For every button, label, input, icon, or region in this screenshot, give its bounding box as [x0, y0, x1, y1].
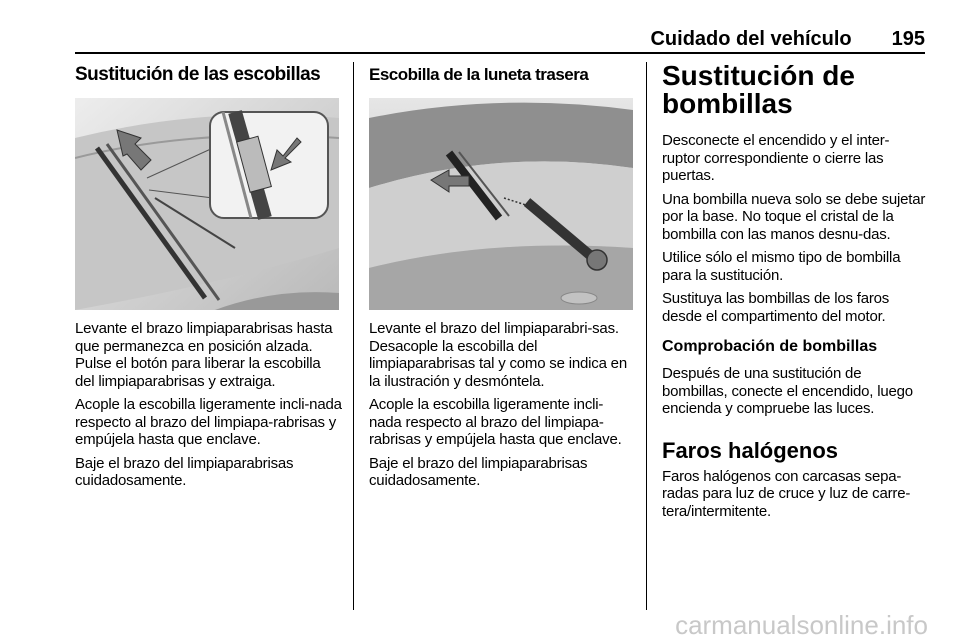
- column-divider-2: [646, 62, 647, 610]
- rear-wiper-illustration: [369, 98, 633, 310]
- sub-heading-bulb-check: Comprobación de bombillas: [662, 338, 878, 355]
- header-title: Cuidado del vehículo: [650, 27, 852, 50]
- windscreen-wiper-illustration: [75, 98, 339, 310]
- section-heading-wiper-blades: Sustitución de las escobillas: [75, 64, 321, 85]
- paragraph: Faros halógenos con carcasas sepa-radas para luz de cruce y luz de carre-tera/intermitente.: [662, 467, 911, 520]
- paragraph: Sustituya las bombillas de los faros desde el compartimento del motor.: [662, 290, 890, 325]
- column-3: [662, 62, 926, 520]
- section-heading-rear-wiper: Escobilla de la luneta trasera: [369, 65, 589, 84]
- paragraph: Utilice sólo el mismo tipo de bombilla para la sustitución.: [662, 249, 901, 284]
- section-heading-halogen-headlights: Faros halógenos: [662, 437, 839, 463]
- paragraph: Baje el brazo del limpiaparabrisas cuidadosamente.: [75, 454, 294, 489]
- paragraph: Acople la escobilla ligeramente incli-nada respecto al brazo del limpiapa-rabrisas y empújela hasta que enclave.: [75, 396, 342, 448]
- paragraph: Levante el brazo limpiaparabrisas hasta que permanezca en posición alzada. Pulse el botón para liberar la escobilla del limpiaparabrisas y extraiga.: [75, 320, 333, 390]
- column-divider-1: [353, 62, 354, 610]
- column-1-body: [75, 320, 343, 490]
- page-header: [75, 26, 925, 52]
- column-2-body: [369, 320, 633, 490]
- paragraph: Desconecte el encendido y el inter-ruptor correspondiente o cierre las puertas.: [662, 132, 890, 184]
- paragraph: Después de una sustitución de bombillas, conecte el encendido, luego encienda y compruebe las luces.: [662, 365, 913, 417]
- page-number: 195: [891, 27, 925, 50]
- paragraph: Levante el brazo del limpiaparabri-sas. Desacople la escobilla del limpiaparabrisas tal y como se indica en la ilustración y desmóntela.: [369, 320, 627, 390]
- watermark-text: carmanualsonline.info: [675, 610, 928, 640]
- header-rule: [75, 52, 925, 54]
- section-heading-bulb-replacement: Sustitución de bombillas: [662, 60, 855, 119]
- column-1: [75, 62, 343, 88]
- paragraph: Acople la escobilla ligeramente incli-nada respecto al brazo del limpiapa-rabrisas y empújela hasta que enclave.: [369, 396, 622, 448]
- column-2: [369, 62, 633, 88]
- paragraph: Una bombilla nueva solo se debe sujetar por la base. No toque el cristal de la bombilla con las manos desnu-das.: [662, 190, 926, 243]
- paragraph: Baje el brazo del limpiaparabrisas cuidadosamente.: [369, 454, 588, 489]
